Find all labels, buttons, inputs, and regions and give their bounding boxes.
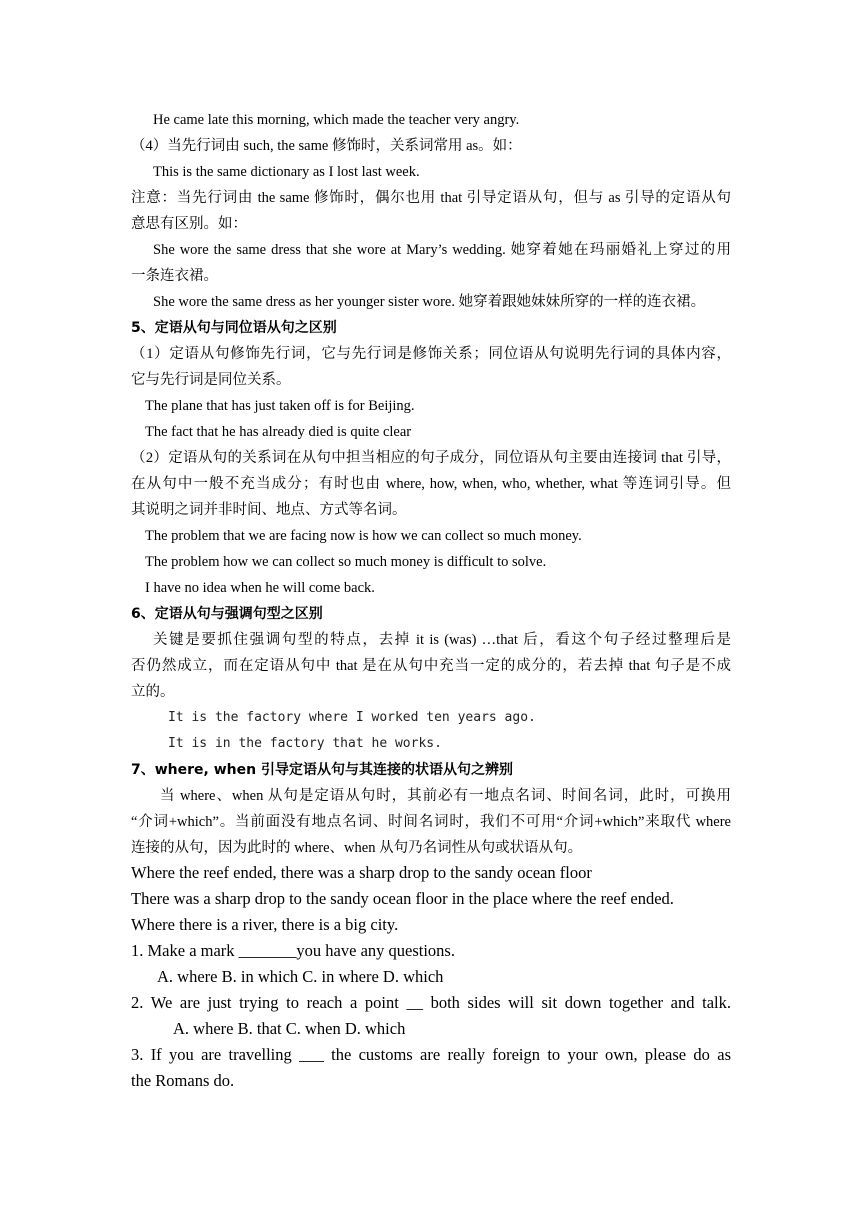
exercise-options-1: A. where B. in which C. in where D. which	[157, 967, 444, 986]
example-sentence: There was a sharp drop to the sandy ocean floor in the place where the reef ended.	[131, 889, 674, 908]
exercise-question-3-cont: the Romans do.	[131, 1071, 235, 1090]
section-heading-5: 5、定语从句与同位语从句之区别	[131, 320, 337, 336]
explanation-paragraph: 当 where、when 从句是定语从句时，其前必有一地点名词、时间名词，此时，可换用	[160, 788, 731, 804]
rule-item: 其说明之词并非时间、地点、方式等名词。	[131, 502, 407, 518]
exercise-question-3: 3. If you are travelling ___ the customs are really foreign to your own, please do as	[131, 1045, 731, 1064]
exercise-question-2: 2. We are just trying to reach a point __ both sides will sit down together and talk.	[131, 993, 731, 1012]
explanation-paragraph: 关键是要抓住强调句型的特点，去掉 it is (was) …that 后，看这个句子经过整理后是	[153, 632, 731, 648]
example-sentence: It is the factory where I worked ten years ago.	[168, 710, 536, 725]
example-sentence: The plane that has just taken off is for Beijing.	[145, 398, 415, 414]
example-sentence: Where the reef ended, there was a sharp drop to the sandy ocean floor	[131, 863, 592, 882]
note-paragraph: 意思有区别。如：	[131, 216, 247, 232]
explanation-paragraph: “介词+which”。当前面没有地点名词、时间名词时，我们不可用“介词+which”来取代 where	[131, 814, 731, 830]
explanation-paragraph: 连接的从句，因为此时的 where、when 从句乃名词性从句或状语从句。	[131, 840, 583, 856]
explanation-paragraph: 立的。	[131, 684, 175, 700]
rule-item: （4）当先行词由 such, the same 修饰时，关系词常用 as。如：	[131, 138, 522, 154]
rule-item: （2）定语从句的关系词在从句中担当相应的句子成分，同位语从句主要由连接词 that 引导，	[131, 450, 731, 466]
example-sentence: She wore the same dress as her younger sister wore. 她穿着跟她妹妹所穿的一样的连衣裙。	[153, 294, 706, 310]
section-heading-7: 7、where, when 引导定语从句与其连接的状语从句之辨别	[131, 762, 513, 778]
example-sentence: The problem how we can collect so much money is difficult to solve.	[145, 554, 547, 570]
example-sentence: The problem that we are facing now is how we can collect so much money.	[145, 528, 582, 544]
example-sentence: It is in the factory that he works.	[168, 736, 442, 751]
example-sentence: This is the same dictionary as I lost last week.	[153, 164, 420, 180]
section-heading-6: 6、定语从句与强调句型之区别	[131, 606, 323, 622]
example-sentence: Where there is a river, there is a big city.	[131, 915, 399, 934]
note-paragraph: 注意：当先行词由 the same 修饰时，偶尔也用 that 引导定语从句，但与 as 引导的定语从句	[131, 190, 731, 206]
exercise-options-2: A. where B. that C. when D. which	[173, 1019, 406, 1038]
rule-item: （1）定语从句修饰先行词，它与先行词是修饰关系；同位语从句说明先行词的具体内容，	[131, 346, 731, 362]
example-sentence: The fact that he has already died is quite clear	[145, 424, 412, 440]
rule-item: 它与先行词是同位关系。	[131, 372, 291, 388]
example-sentence: He came late this morning, which made the teacher very angry.	[153, 112, 520, 128]
example-sentence: I have no idea when he will come back.	[145, 580, 375, 596]
example-sentence: 一条连衣裙。	[131, 268, 218, 284]
exercise-question-1: 1. Make a mark _______you have any questions.	[131, 941, 455, 960]
example-sentence: She wore the same dress that she wore at Mary’s wedding. 她穿着她在玛丽婚礼上穿过的用	[153, 242, 731, 258]
explanation-paragraph: 否仍然成立，而在定语从句中 that 是在从句中充当一定的成分的，若去掉 that 句子是不成	[131, 658, 731, 674]
rule-item: 在从句中一般不充当成分；有时也由 where, how, when, who, whether, what 等连词引导。但	[131, 476, 731, 492]
